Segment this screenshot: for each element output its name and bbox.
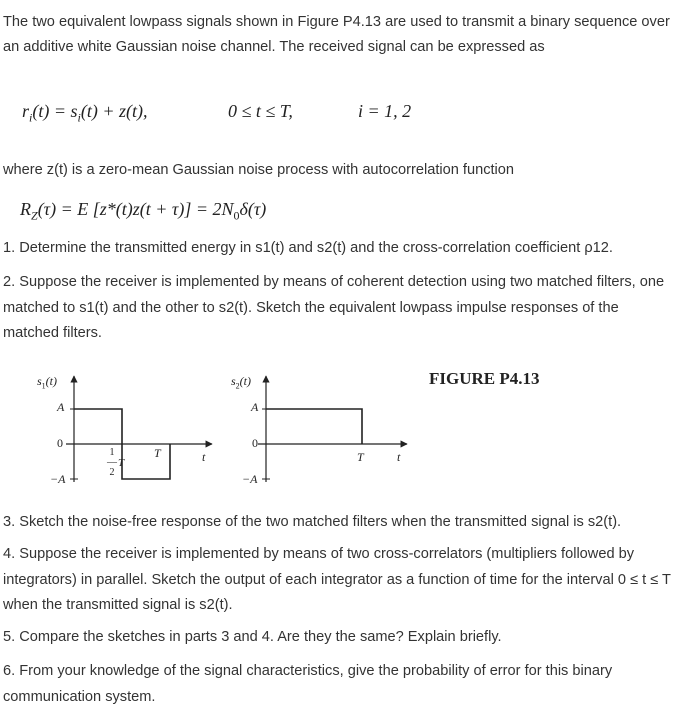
equation-index: i = 1, 2 (358, 101, 412, 121)
eq1-lhs-sub: i (29, 110, 33, 125)
intro-paragraph: The two equivalent lowpass signals shown in Figure P4.13 are used to transmit a binary sequence over an additive white Gaussian noise channel. The received signal can be expressed as (3, 14, 670, 55)
eq2-sub: Z (31, 208, 38, 223)
eq1-rhs: (t) = s (32, 101, 78, 121)
equation-autocorrelation (20, 199, 266, 224)
question-4: 4. Suppose the receiver is implemented by means of two cross-correlators (multipliers followed by integrators) in parallel. Sketch the output of each integrator as a function of time for the interval 0 ≤ t ≤ T when the transmitted signal is s2(t). (3, 546, 671, 613)
eq1-lhs: r (22, 101, 30, 121)
plot1-label-T: T (154, 446, 161, 460)
plot2-waveform (266, 409, 362, 444)
eq1-rhs-sub: i (77, 110, 81, 125)
question-6: 6. From your knowledge of the signal characteristics, give the probability of error for this binary communication system. (3, 663, 613, 705)
eq1-rhs2: (t) + z(t), (80, 101, 148, 121)
plot1-label-halfT: T (118, 457, 125, 469)
eq2-end: δ(τ) (239, 199, 267, 219)
question-3: 3. Sketch the noise-free response of the two matched filters when the transmitted signal is s2(t). (3, 514, 622, 530)
plot1-label-t: t (202, 450, 206, 464)
question-2: 2. Suppose the receiver is implemented by means of coherent detection using two matched filters, one matched to s1(t) and the other to s2(t). Sketch the equivalent lowpass impulse responses of the matched filters. (3, 274, 665, 341)
where-text: where z(t) is a zero-mean Gaussian noise process with autocorrelation function (3, 162, 515, 178)
plot2-label-A: A (251, 400, 259, 414)
plot2-label-t: t (397, 450, 401, 464)
equation-received-signal (22, 101, 147, 126)
figure-title: FIGURE P4.13 (429, 369, 540, 388)
eq2-rest: (τ) = E [z*(t)z(t + τ)] = 2N (37, 199, 234, 219)
plot1-label-half: 1 ― 2 (107, 447, 117, 478)
figure-p4-13 (0, 360, 678, 500)
plot2-label-zero: 0 (252, 436, 258, 450)
eq2-R: R (20, 199, 31, 219)
plot1-label-negA: −A (50, 472, 66, 486)
eq2-sub2: 0 (233, 208, 240, 223)
plot2-ylabel: $s_2(t)$ (231, 374, 251, 391)
plot2-label-negA: −A (242, 472, 258, 486)
question-1: 1. Determine the transmitted energy in s1(t) and s2(t) and the cross-correlation coefficient ρ12. (3, 240, 613, 256)
plot1-label-zero: 0 (57, 436, 63, 450)
plot1-label-A: A (57, 400, 65, 414)
equation-range: 0 ≤ t ≤ T, (228, 101, 293, 121)
plot-s2 (258, 376, 407, 482)
plot2-label-T: T (357, 450, 364, 464)
plot-s1 (66, 376, 212, 482)
plot1-ylabel: $s_1(t)$ (37, 374, 57, 391)
question-5: 5. Compare the sketches in parts 3 and 4. Are they the same? Explain briefly. (3, 629, 502, 645)
